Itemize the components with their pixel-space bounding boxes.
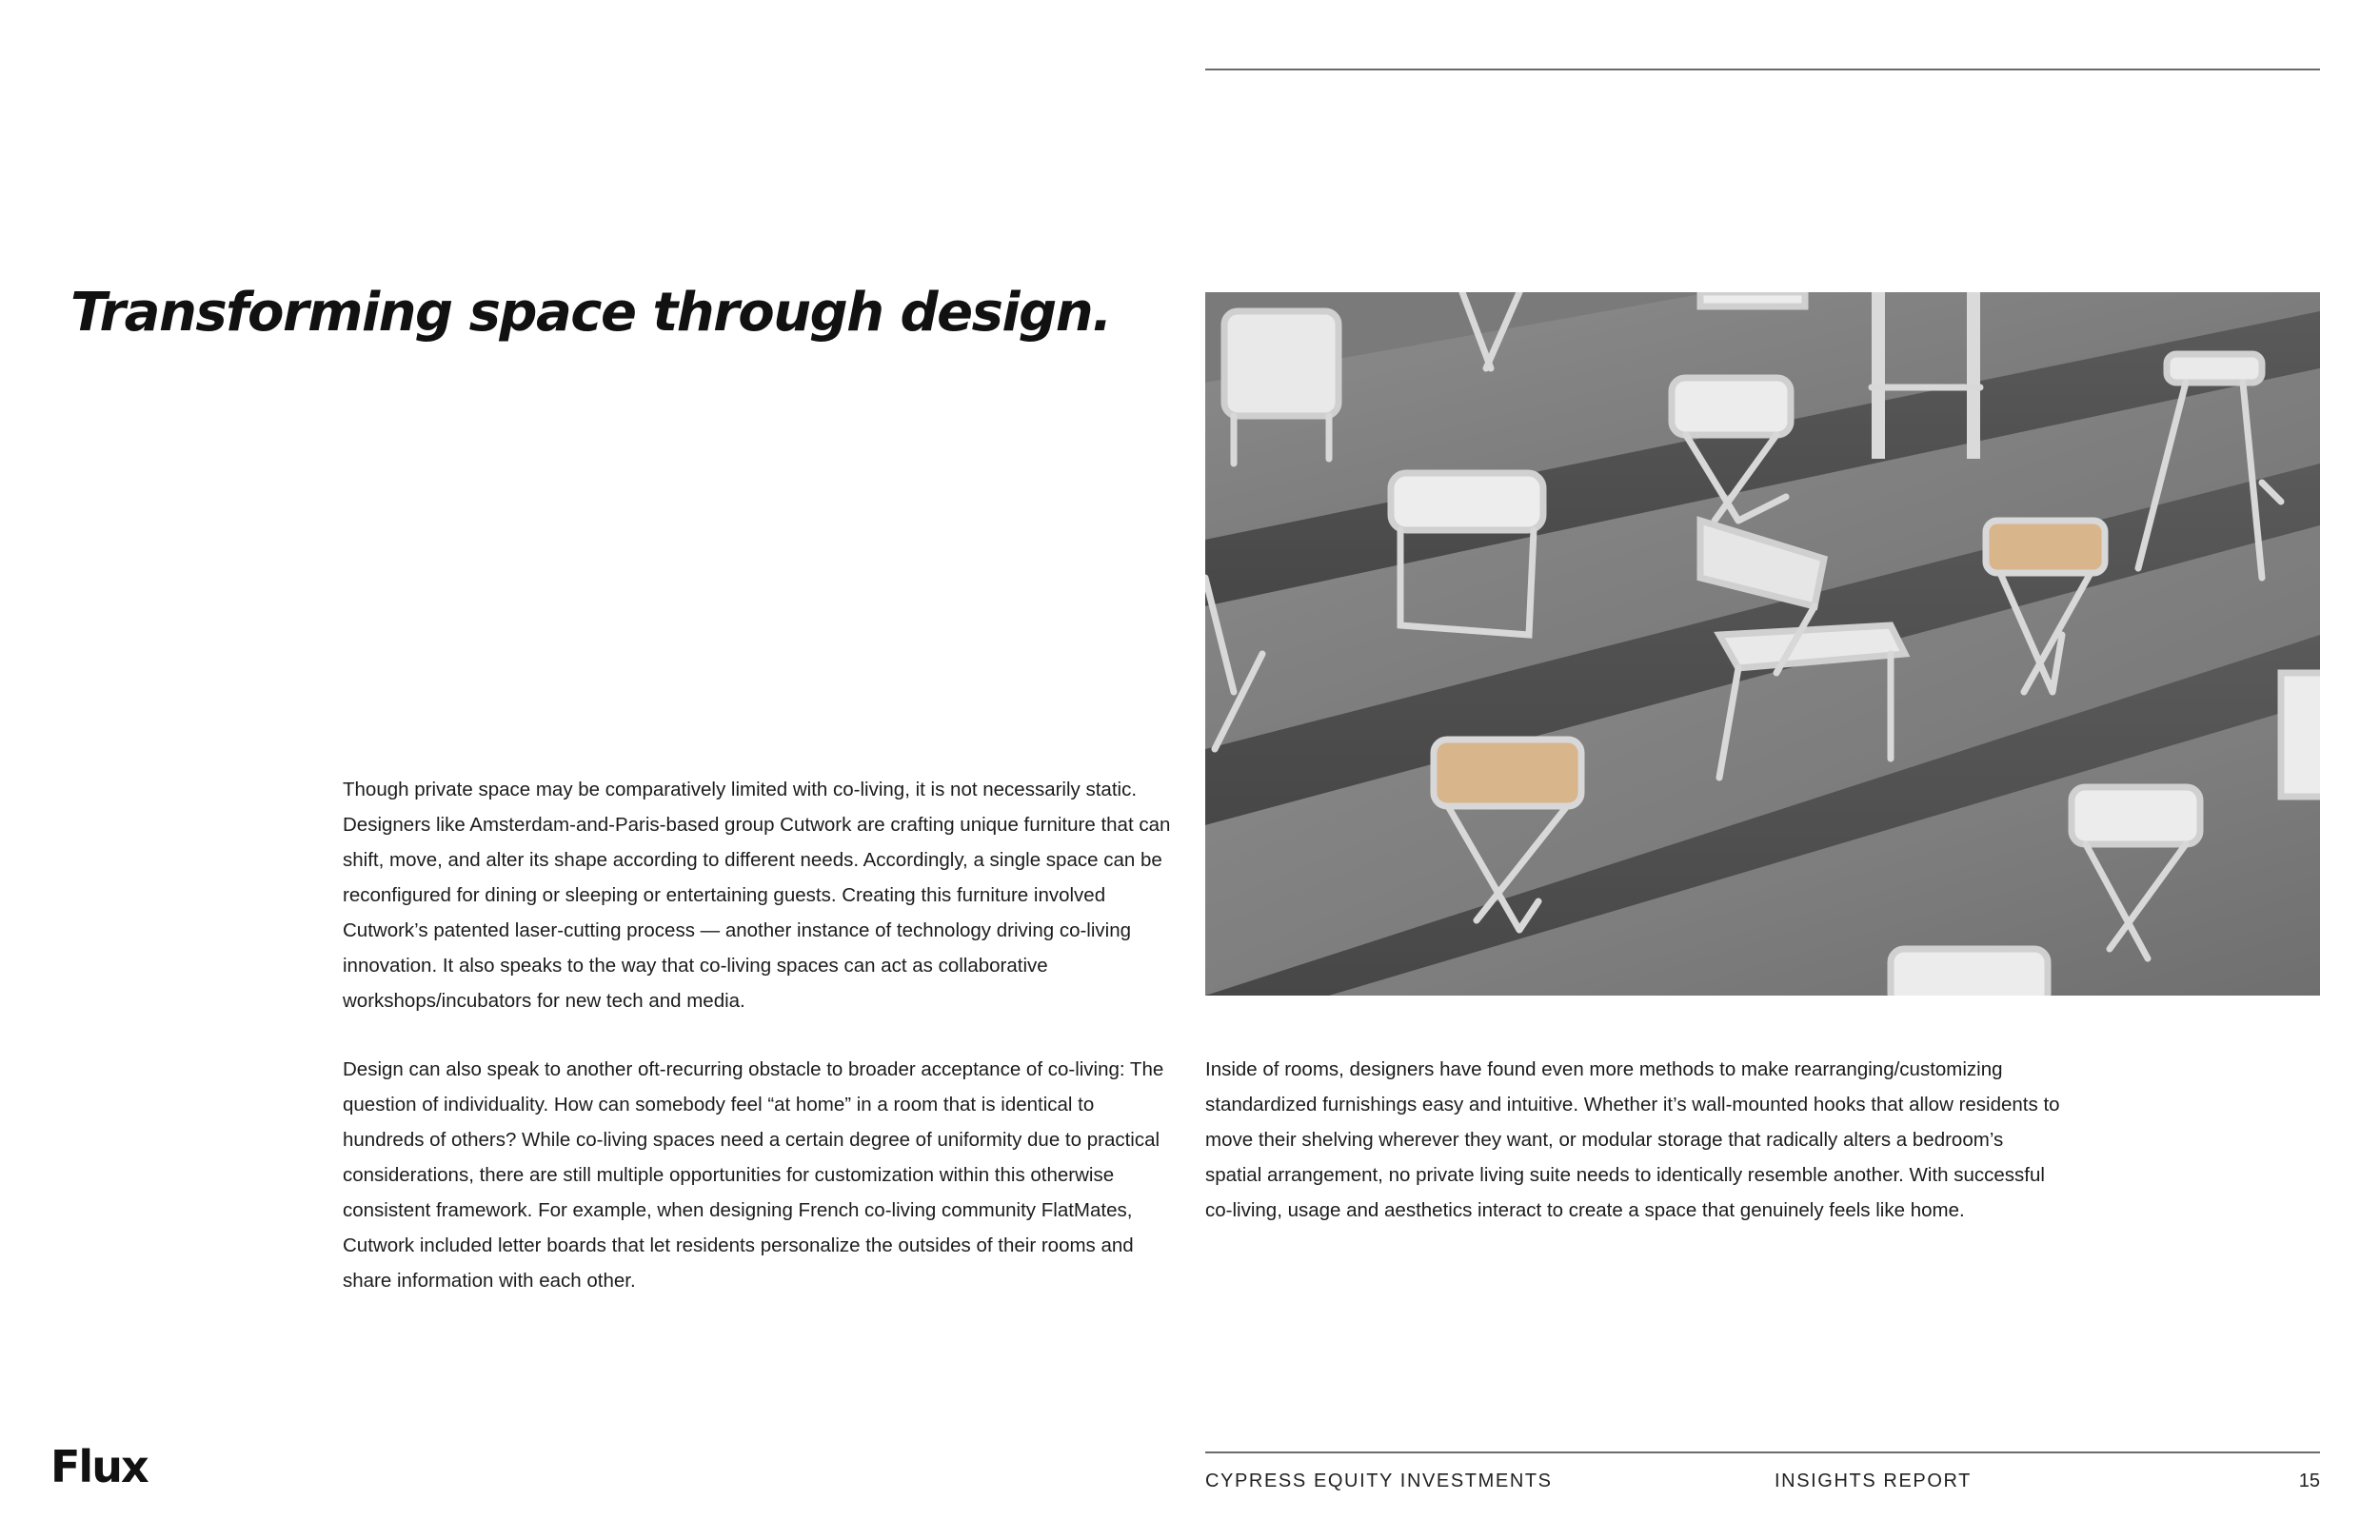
body-paragraph-1: Though private space may be comparatively limited with co-living, it is not necessarily static. Designers like Amsterdam-and-Paris-based group Cutwork are crafting unique furniture that can shift, move, and alter its shape according to different needs. Accordingly, a single space can be reconfigured for dining or sleeping or entertaining guests. Creating this furniture involved Cutwork’s patented laser-cutting process — another instance of technology driving co-living innovation. It also speaks to the way that co-living spaces can act as collaborative workshops/incubators for new tech and media. [343, 779, 1171, 1012]
page-number: 15 [2298, 1471, 2320, 1491]
flux-logo: Flux [50, 1441, 148, 1492]
footer-report-title: INSIGHTS REPORT [1775, 1471, 1972, 1491]
page-title: Transforming space through design. [70, 282, 1111, 344]
footer-divider [1205, 1451, 2320, 1453]
top-divider [1205, 69, 2320, 70]
footer-company: CYPRESS EQUITY INVESTMENTS [1205, 1471, 1553, 1491]
body-paragraph-3: Inside of rooms, designers have found even more methods to make rearranging/customizing standardized furnishings easy and intuitive. Whether it’s wall-mounted hooks that allow residents to move their shelving wherever they want, or modular storage that radically alters a bedroom’s spatial arrangement, no private living suite needs to identically resemble another. With successful co-living, usage and aesthetics interact to create a space that genuinely feels like home. [1205, 1058, 2060, 1221]
furniture-photo [1205, 292, 2320, 996]
body-paragraph-2: Design can also speak to another oft-recurring obstacle to broader acceptance of co-living: The question of individuality. How can somebody feel “at home” in a room that is identical to hundreds of others? While co-living spaces need a certain degree of uniformity due to practical considerations, there are still multiple opportunities for customization within this otherwise consistent framework. For example, when designing French co-living community FlatMates, Cutwork included letter boards that let residents personalize the outsides of their rooms and share information with each other. [343, 1058, 1164, 1292]
